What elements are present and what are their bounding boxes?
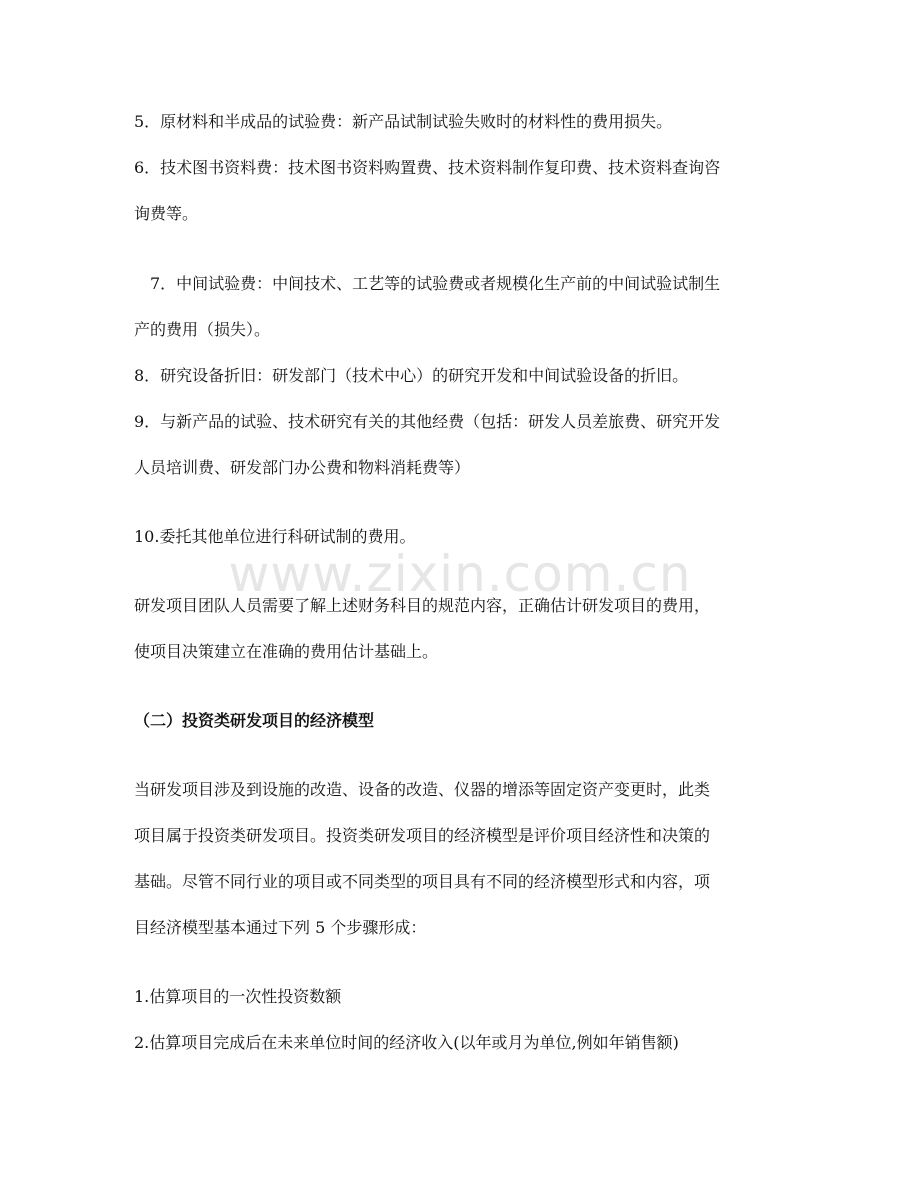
step-item-1: 1.估算项目的一次性投资数额 xyxy=(134,987,342,1006)
paragraph-line: 当研发项目涉及到设施的改造、设备的改造、仪器的增添等固定资产变更时，此类 xyxy=(134,780,711,799)
list-item-8: 8．研究设备折旧：研发部门（技术中心）的研究开发和中间试验设备的折旧。 xyxy=(134,366,689,385)
step-item-2: 2.估算项目完成后在未来单位时间的经济收入(以年或月为单位,例如年销售额) xyxy=(134,1033,679,1052)
list-item-6: 6．技术图书资料费：技术图书资料购置费、技术资料制作复印费、技术资料查询咨 xyxy=(134,158,721,177)
list-item-7: 7．中间试验费：中间技术、工艺等的试验费或者规模化生产前的中间试验试制生 xyxy=(150,274,721,293)
list-item-9-cont: 人员培训费、研发部门办公费和物料消耗费等） xyxy=(134,458,471,477)
list-item-10: 10.委托其他单位进行科研试制的费用。 xyxy=(134,527,416,546)
list-item-9: 9．与新产品的试验、技术研究有关的其他经费（包括：研发人员差旅费、研究开发 xyxy=(134,412,721,431)
paragraph-line: 基础。尽管不同行业的项目或不同类型的项目具有不同的经济模型形式和内容，项 xyxy=(134,872,711,891)
paragraph-line: 项目属于投资类研发项目。投资类研发项目的经济模型是评价项目经济性和决策的 xyxy=(134,826,711,845)
list-item-5: 5．原材料和半成品的试验费：新产品试制试验失败时的材料性的费用损失。 xyxy=(134,112,673,131)
list-item-6-cont: 询费等。 xyxy=(134,204,199,223)
watermark: www.zixin.com.cn xyxy=(228,545,692,603)
paragraph-line: 使项目决策建立在准确的费用估计基础上。 xyxy=(134,642,439,661)
section-heading: （二）投资类研发项目的经济模型 xyxy=(134,711,375,730)
list-item-7-cont: 产的费用（损失）。 xyxy=(134,320,271,339)
paragraph-line: 目经济模型基本通过下列 5 个步骤形成： xyxy=(134,918,427,937)
paragraph-line: 研发项目团队人员需要了解上述财务科目的规范内容，正确估计研发项目的费用， xyxy=(134,596,711,615)
